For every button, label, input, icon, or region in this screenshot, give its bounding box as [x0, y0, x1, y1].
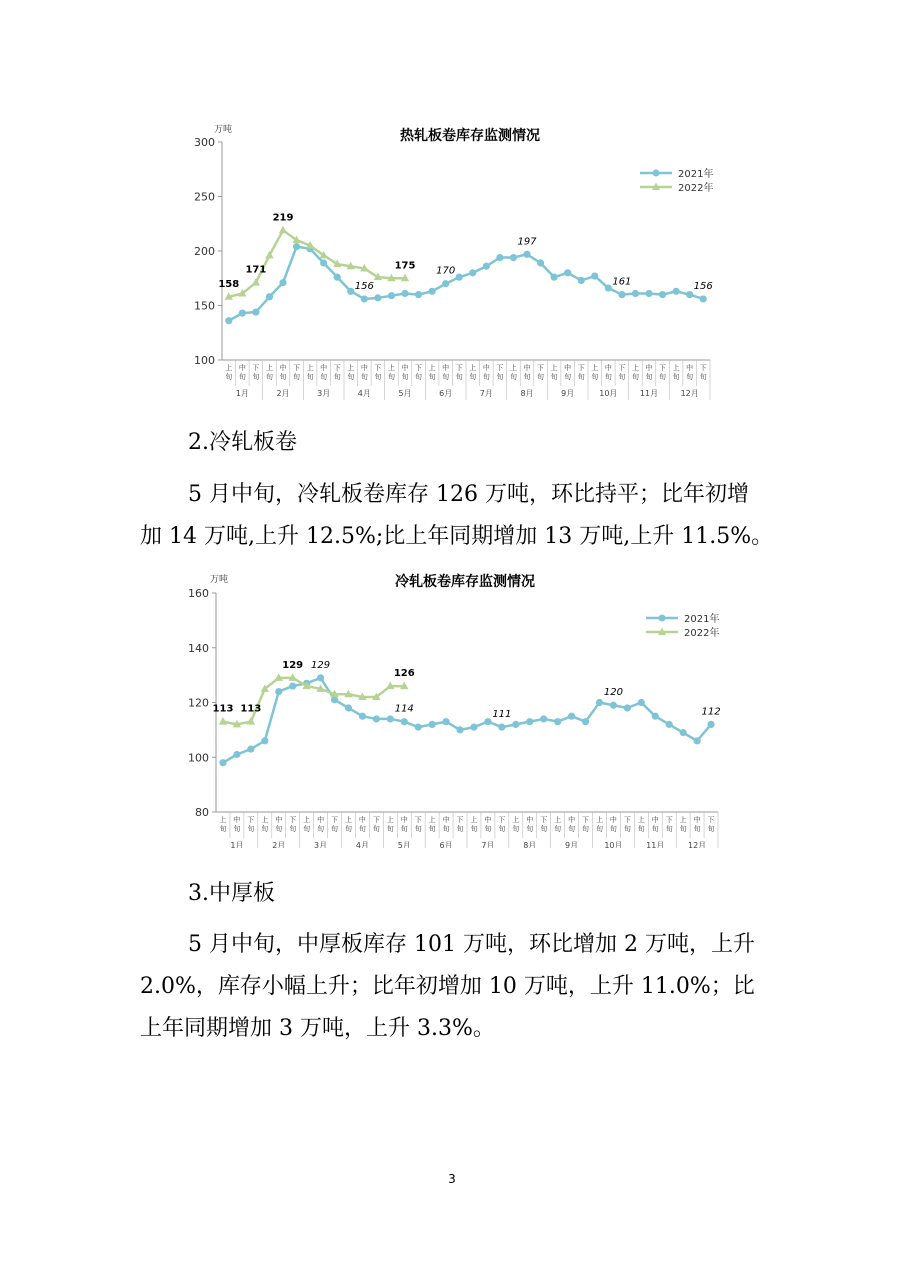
x-tick-label: 下 — [372, 816, 380, 824]
x-tick-label: 旬 — [470, 825, 478, 833]
y-tick-label: 140 — [188, 641, 209, 655]
data-point — [510, 254, 517, 261]
data-point — [610, 702, 617, 709]
x-tick-label: 旬 — [360, 373, 368, 381]
data-point — [469, 269, 476, 276]
data-point — [266, 293, 273, 300]
x-tick-label: 旬 — [623, 825, 631, 833]
data-point — [317, 674, 324, 681]
x-tick-label: 旬 — [512, 825, 520, 833]
month-label: 10月 — [604, 841, 623, 848]
data-point — [523, 251, 530, 258]
legend-label: 2022年 — [678, 183, 714, 194]
month-label: 7月 — [481, 841, 495, 848]
x-tick-label: 中 — [484, 816, 492, 824]
x-tick-label: 上 — [672, 364, 680, 372]
data-point — [289, 682, 296, 689]
x-tick-label: 上 — [303, 816, 311, 824]
month-label: 11月 — [639, 389, 659, 398]
x-tick-label: 上 — [679, 816, 687, 824]
x-tick-label: 旬 — [428, 373, 436, 381]
x-tick-label: 旬 — [265, 373, 273, 381]
data-point — [680, 729, 687, 736]
medium-plate-heading: 3.中厚板 — [188, 881, 275, 906]
data-point — [320, 259, 327, 266]
data-point — [582, 718, 589, 725]
data-point — [293, 243, 300, 250]
x-tick-label: 下 — [498, 816, 506, 824]
x-tick-label: 中 — [360, 364, 368, 372]
month-label: 1月 — [235, 389, 249, 398]
x-tick-label: 旬 — [303, 825, 311, 833]
data-point — [540, 715, 547, 722]
x-tick-label: 旬 — [261, 825, 269, 833]
x-tick-label: 旬 — [442, 373, 450, 381]
data-label: 170 — [436, 265, 456, 277]
page-number: 3 — [448, 1172, 456, 1186]
x-tick-label: 旬 — [604, 373, 612, 381]
x-tick-label: 中 — [645, 364, 653, 372]
x-tick-label: 旬 — [482, 373, 490, 381]
chart-title: 热轧板卷库存监测情况 — [400, 128, 540, 144]
x-tick-label: 旬 — [523, 373, 531, 381]
data-point — [673, 288, 680, 295]
y-tick-label: 100 — [188, 751, 209, 765]
data-point — [225, 317, 232, 324]
month-label: 11月 — [646, 841, 665, 848]
x-tick-label: 下 — [414, 816, 422, 824]
y-tick-label: 120 — [188, 696, 209, 710]
x-tick-label: 旬 — [320, 373, 328, 381]
x-tick-label: 下 — [659, 364, 667, 372]
data-point — [551, 274, 558, 281]
x-tick-label: 旬 — [686, 373, 694, 381]
data-point — [359, 713, 366, 720]
month-label: 5月 — [397, 841, 411, 848]
month-label: 5月 — [398, 389, 412, 398]
x-tick-label: 旬 — [651, 825, 659, 833]
data-point — [415, 291, 422, 298]
x-tick-label: 旬 — [275, 825, 283, 833]
x-tick-label: 上 — [386, 816, 394, 824]
data-point — [442, 718, 449, 725]
hot-rolled-chart-svg — [0, 118, 904, 403]
y-tick-label: 300 — [194, 136, 215, 149]
month-label: 12月 — [680, 389, 699, 398]
x-tick-label: 上 — [428, 816, 436, 824]
x-tick-label: 旬 — [415, 373, 423, 381]
x-tick-label: 旬 — [401, 373, 409, 381]
x-tick-label: 上 — [554, 816, 562, 824]
x-tick-label: 旬 — [289, 825, 297, 833]
month-label: 4月 — [355, 841, 369, 848]
x-tick-label: 下 — [289, 816, 297, 824]
y-unit-label: 万吨 — [210, 575, 229, 585]
x-tick-label: 旬 — [219, 825, 227, 833]
data-point — [578, 277, 585, 284]
x-tick-label: 旬 — [400, 825, 408, 833]
data-label: 156 — [693, 280, 713, 292]
data-point — [470, 724, 477, 731]
month-label: 6月 — [439, 389, 453, 398]
legend-label: 2022年 — [684, 628, 720, 639]
x-tick-label: 旬 — [387, 373, 395, 381]
x-tick-label: 上 — [347, 364, 355, 372]
x-tick-label: 中 — [400, 816, 408, 824]
data-point — [219, 717, 227, 725]
data-label: 111 — [492, 709, 512, 721]
cold-rolled-chart-svg — [0, 568, 904, 848]
data-point — [591, 272, 598, 279]
x-tick-label: 旬 — [699, 373, 707, 381]
hot-rolled-inventory-chart — [0, 118, 904, 403]
x-tick-label: 中 — [320, 364, 328, 372]
x-tick-label: 上 — [470, 816, 478, 824]
y-unit-label: 万吨 — [214, 125, 233, 135]
data-point — [334, 274, 341, 281]
data-point — [512, 721, 519, 728]
x-tick-label: 中 — [651, 816, 659, 824]
x-tick-label: 上 — [509, 364, 517, 372]
data-label: 126 — [393, 668, 415, 680]
x-tick-label: 上 — [219, 816, 227, 824]
x-tick-label: 中 — [275, 816, 283, 824]
y-tick-label: 80 — [195, 806, 209, 819]
series-line-2021年 — [229, 247, 703, 321]
x-tick-label: 旬 — [707, 825, 715, 833]
data-point — [247, 745, 254, 752]
y-tick-label: 160 — [188, 587, 209, 600]
month-label: 7月 — [479, 389, 493, 398]
x-tick-label: 中 — [279, 364, 287, 372]
month-label: 10月 — [599, 389, 618, 398]
x-tick-label: 下 — [496, 364, 504, 372]
data-point — [498, 724, 505, 731]
data-point — [596, 699, 603, 706]
x-tick-label: 旬 — [225, 373, 233, 381]
x-tick-label: 旬 — [428, 825, 436, 833]
x-tick-label: 旬 — [537, 373, 545, 381]
month-label: 8月 — [520, 389, 534, 398]
data-point — [686, 291, 693, 298]
x-tick-label: 下 — [247, 816, 255, 824]
data-label: 129 — [311, 659, 331, 671]
x-tick-label: 旬 — [279, 373, 287, 381]
x-tick-label: 上 — [387, 364, 395, 372]
data-point — [645, 290, 652, 297]
month-label: 9月 — [561, 389, 575, 398]
data-point — [401, 718, 408, 725]
month-label: 1月 — [230, 841, 244, 848]
data-point — [707, 721, 714, 728]
legend-marker — [653, 170, 660, 177]
x-tick-label: 旬 — [233, 825, 241, 833]
month-label: 8月 — [523, 841, 537, 848]
data-label: 120 — [603, 687, 623, 699]
x-tick-label: 旬 — [469, 373, 477, 381]
data-point — [693, 737, 700, 744]
x-tick-label: 中 — [442, 364, 450, 372]
data-point — [456, 726, 463, 733]
x-tick-label: 上 — [344, 816, 352, 824]
data-point — [233, 751, 240, 758]
x-tick-label: 中 — [609, 816, 617, 824]
x-tick-label: 旬 — [333, 373, 341, 381]
x-tick-label: 中 — [482, 364, 490, 372]
data-point — [219, 759, 226, 766]
x-tick-label: 旬 — [609, 825, 617, 833]
x-tick-label: 旬 — [317, 825, 325, 833]
x-tick-label: 旬 — [618, 373, 626, 381]
x-tick-label: 下 — [331, 816, 339, 824]
data-point — [279, 226, 287, 234]
x-tick-label: 上 — [428, 364, 436, 372]
x-tick-label: 中 — [686, 364, 694, 372]
x-tick-label: 旬 — [665, 825, 673, 833]
x-tick-label: 中 — [401, 364, 409, 372]
x-tick-label: 中 — [523, 364, 531, 372]
x-tick-label: 旬 — [645, 373, 653, 381]
x-tick-label: 下 — [415, 364, 423, 372]
data-label: 113 — [240, 703, 262, 715]
data-point — [275, 688, 282, 695]
x-tick-label: 上 — [261, 816, 269, 824]
x-tick-label: 旬 — [554, 825, 562, 833]
month-label: 2月 — [276, 389, 290, 398]
cold-rolled-line-1: 5 月中旬，冷轧板卷库存 126 万吨，环比持平；比年初增 — [188, 482, 749, 507]
x-tick-label: 中 — [526, 816, 534, 824]
x-tick-label: 中 — [568, 816, 576, 824]
data-label: 171 — [245, 264, 267, 276]
x-tick-label: 旬 — [526, 825, 534, 833]
data-point — [456, 274, 463, 281]
x-tick-label: 上 — [631, 364, 639, 372]
x-tick-label: 旬 — [293, 373, 301, 381]
data-point — [496, 254, 503, 261]
x-tick-label: 下 — [707, 816, 715, 824]
x-tick-label: 旬 — [372, 825, 380, 833]
x-tick-label: 上 — [469, 364, 477, 372]
month-label: 4月 — [357, 389, 371, 398]
x-tick-label: 旬 — [347, 373, 355, 381]
x-tick-label: 下 — [577, 364, 585, 372]
x-tick-label: 旬 — [414, 825, 422, 833]
y-tick-label: 100 — [194, 354, 215, 367]
data-point — [659, 291, 666, 298]
x-tick-label: 旬 — [344, 825, 352, 833]
x-tick-label: 旬 — [358, 825, 366, 833]
x-tick-label: 旬 — [693, 825, 701, 833]
x-tick-label: 中 — [564, 364, 572, 372]
x-tick-label: 下 — [293, 364, 301, 372]
month-label: 3月 — [314, 841, 328, 848]
data-point — [632, 290, 639, 297]
x-tick-label: 旬 — [568, 825, 576, 833]
legend-label: 2021年 — [678, 169, 714, 180]
data-point — [568, 713, 575, 720]
x-tick-label: 旬 — [509, 373, 517, 381]
data-point — [373, 715, 380, 722]
data-point — [618, 291, 625, 298]
x-tick-label: 上 — [225, 364, 233, 372]
x-tick-label: 旬 — [374, 373, 382, 381]
x-tick-label: 旬 — [331, 825, 339, 833]
x-tick-label: 旬 — [595, 825, 603, 833]
x-tick-label: 上 — [306, 364, 314, 372]
data-point — [347, 288, 354, 295]
data-point — [361, 295, 368, 302]
data-point — [388, 292, 395, 299]
x-tick-label: 上 — [550, 364, 558, 372]
medium-plate-line-3: 上年同期增加 3 万吨，上升 3.3%。 — [140, 1016, 495, 1041]
data-point — [415, 724, 422, 731]
x-tick-label: 下 — [374, 364, 382, 372]
data-label: 129 — [282, 659, 304, 671]
data-point — [345, 704, 352, 711]
month-label: 2月 — [272, 841, 286, 848]
data-point — [261, 737, 268, 744]
x-tick-label: 旬 — [659, 373, 667, 381]
data-point — [484, 718, 491, 725]
x-tick-label: 中 — [604, 364, 612, 372]
cold-rolled-line-2: 加 14 万吨,上升 12.5%;比上年同期增加 13 万吨,上升 11.5%。 — [140, 524, 774, 549]
data-point — [564, 269, 571, 276]
data-label: 197 — [517, 236, 537, 248]
x-tick-label: 旬 — [252, 373, 260, 381]
data-label: 156 — [354, 280, 374, 292]
x-tick-label: 下 — [582, 816, 590, 824]
x-tick-label: 下 — [333, 364, 341, 372]
x-tick-label: 旬 — [631, 373, 639, 381]
month-label: 12月 — [687, 841, 707, 848]
x-tick-label: 下 — [699, 364, 707, 372]
x-tick-label: 中 — [442, 816, 450, 824]
x-tick-label: 下 — [252, 364, 260, 372]
data-point — [652, 713, 659, 720]
x-tick-label: 旬 — [456, 825, 464, 833]
series-line-2021年 — [223, 678, 711, 763]
cold-rolled-inventory-chart — [0, 568, 904, 848]
x-tick-label: 旬 — [591, 373, 599, 381]
x-tick-label: 中 — [233, 816, 241, 824]
data-label: 161 — [612, 276, 632, 288]
x-tick-label: 中 — [317, 816, 325, 824]
data-point — [638, 699, 645, 706]
data-point — [537, 259, 544, 266]
x-tick-label: 下 — [618, 364, 626, 372]
x-tick-label: 中 — [358, 816, 366, 824]
x-tick-label: 旬 — [637, 825, 645, 833]
x-tick-label: 旬 — [247, 825, 255, 833]
x-tick-label: 上 — [591, 364, 599, 372]
month-label: 6月 — [439, 841, 453, 848]
y-tick-label: 150 — [194, 299, 215, 313]
x-tick-label: 下 — [540, 816, 548, 824]
data-point — [429, 721, 436, 728]
x-tick-label: 旬 — [496, 373, 504, 381]
medium-plate-line-2: 2.0%，库存小幅上升；比年初增加 10 万吨，上升 11.0%；比 — [140, 974, 755, 999]
data-point — [387, 715, 394, 722]
x-tick-label: 旬 — [498, 825, 506, 833]
month-label: 9月 — [565, 841, 579, 848]
x-tick-label: 旬 — [442, 825, 450, 833]
x-tick-label: 旬 — [484, 825, 492, 833]
y-tick-label: 250 — [194, 190, 215, 204]
x-tick-label: 中 — [693, 816, 701, 824]
data-label: 219 — [272, 212, 294, 224]
x-tick-label: 中 — [238, 364, 246, 372]
x-tick-label: 旬 — [455, 373, 463, 381]
data-point — [554, 718, 561, 725]
medium-plate-line-1: 5 月中旬，中厚板库存 101 万吨，环比增加 2 万吨，上升 — [188, 932, 755, 957]
x-tick-label: 旬 — [306, 373, 314, 381]
x-tick-label: 旬 — [679, 825, 687, 833]
x-tick-label: 下 — [537, 364, 545, 372]
data-point — [442, 280, 449, 287]
series-line-2022年 — [229, 230, 405, 296]
data-label: 112 — [701, 706, 721, 718]
x-tick-label: 上 — [512, 816, 520, 824]
x-tick-label: 下 — [623, 816, 631, 824]
data-point — [239, 310, 246, 317]
data-point — [401, 290, 408, 297]
x-tick-label: 旬 — [540, 825, 548, 833]
chart-title: 冷轧板卷库存监测情况 — [395, 574, 535, 590]
y-tick-label: 200 — [194, 245, 215, 258]
data-point — [666, 721, 673, 728]
cold-rolled-heading: 2.冷轧板卷 — [188, 430, 297, 455]
legend-label: 2021年 — [684, 614, 720, 625]
data-point — [247, 717, 255, 725]
data-label: 114 — [394, 703, 414, 715]
x-tick-label: 旬 — [577, 373, 585, 381]
x-tick-label: 下 — [455, 364, 463, 372]
data-point — [252, 308, 259, 315]
data-point — [700, 295, 707, 302]
x-tick-label: 旬 — [582, 825, 590, 833]
x-tick-label: 旬 — [564, 373, 572, 381]
data-label: 113 — [212, 703, 234, 715]
data-point — [429, 288, 436, 295]
data-point — [279, 279, 286, 286]
x-tick-label: 上 — [595, 816, 603, 824]
x-tick-label: 下 — [456, 816, 464, 824]
x-tick-label: 旬 — [238, 373, 246, 381]
x-tick-label: 旬 — [550, 373, 558, 381]
data-point — [526, 718, 533, 725]
month-label: 3月 — [317, 389, 331, 398]
data-point — [374, 294, 381, 301]
data-label: 175 — [394, 260, 416, 272]
data-point — [483, 263, 490, 270]
data-point — [624, 704, 631, 711]
x-tick-label: 下 — [665, 816, 673, 824]
x-tick-label: 旬 — [672, 373, 680, 381]
legend-marker — [659, 615, 666, 622]
x-tick-label: 上 — [265, 364, 273, 372]
x-tick-label: 上 — [637, 816, 645, 824]
data-label: 158 — [218, 278, 240, 290]
x-tick-label: 旬 — [386, 825, 394, 833]
data-point — [605, 284, 612, 291]
